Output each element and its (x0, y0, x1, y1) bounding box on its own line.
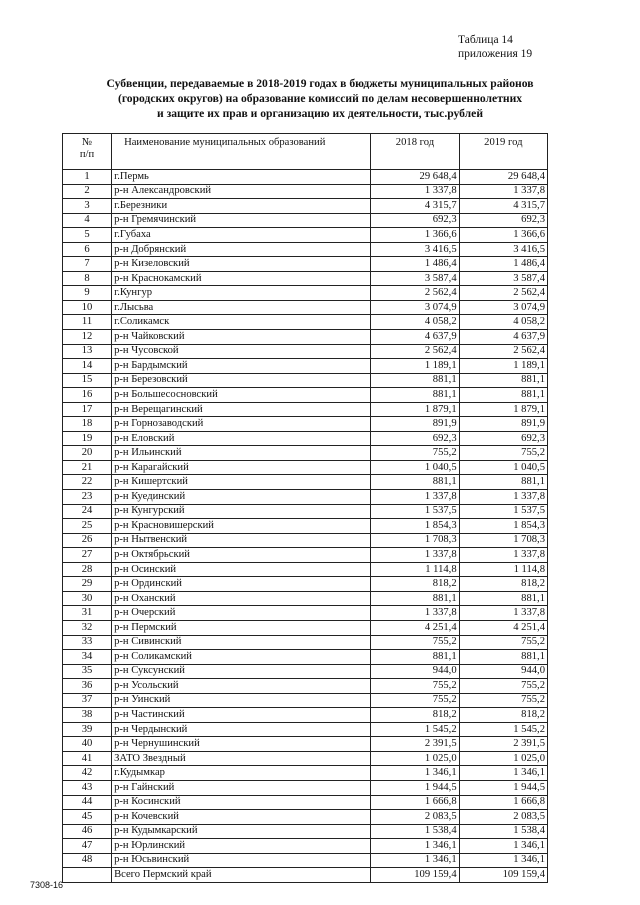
table-row (63, 402, 548, 417)
row-number: 7 (63, 257, 112, 272)
amount-2019: 1 545,2 (459, 722, 547, 737)
table-row (63, 722, 548, 737)
municipality-name: р-н Гайнский (112, 780, 371, 795)
total-row (63, 868, 548, 883)
amount-2019: 881,1 (459, 475, 547, 490)
amount-2018: 881,1 (371, 475, 459, 490)
row-number: 39 (63, 722, 112, 737)
row-number: 25 (63, 519, 112, 534)
municipality-name: г.Лысьва (112, 300, 371, 315)
table-row (63, 228, 548, 243)
municipality-name: р-н Еловский (112, 431, 371, 446)
row-number: 24 (63, 504, 112, 519)
amount-2019: 2 562,4 (459, 344, 547, 359)
municipality-name: р-н Горнозаводский (112, 417, 371, 432)
amount-2019: 2 562,4 (459, 286, 547, 301)
amount-2019: 755,2 (459, 693, 547, 708)
row-number: 33 (63, 635, 112, 650)
municipality-name: г.Пермь (112, 170, 371, 185)
amount-2018: 1 944,5 (371, 780, 459, 795)
municipality-name: р-н Пермский (112, 620, 371, 635)
table-row (63, 519, 548, 534)
table-row (63, 810, 548, 825)
amount-2018: 818,2 (371, 577, 459, 592)
amount-2019: 1 346,1 (459, 766, 547, 781)
amount-2019: 4 637,9 (459, 330, 547, 345)
amount-2019: 944,0 (459, 664, 547, 679)
amount-2019: 1 666,8 (459, 795, 547, 810)
municipality-name: р-н Чайковский (112, 330, 371, 345)
table-row (63, 315, 548, 330)
municipality-name: р-н Александровский (112, 184, 371, 199)
municipality-name: р-н Бардымский (112, 359, 371, 374)
table-row (63, 664, 548, 679)
municipality-name: р-н Чернушинский (112, 737, 371, 752)
amount-2018: 1 538,4 (371, 824, 459, 839)
amount-2019: 1 537,5 (459, 504, 547, 519)
amount-2018: 2 562,4 (371, 344, 459, 359)
amount-2019: 818,2 (459, 708, 547, 723)
total-label: Всего Пермский край (112, 868, 371, 883)
municipality-name: р-н Октябрьский (112, 548, 371, 563)
table-row (63, 766, 548, 781)
amount-2018: 1 337,8 (371, 606, 459, 621)
row-number: 8 (63, 271, 112, 286)
total-number-cell (63, 868, 112, 883)
amount-2018: 4 637,9 (371, 330, 459, 345)
amount-2018: 692,3 (371, 213, 459, 228)
municipality-name: р-н Кизеловский (112, 257, 371, 272)
row-number: 46 (63, 824, 112, 839)
table-row (63, 562, 548, 577)
table-header-row (63, 134, 548, 170)
amount-2018: 1 879,1 (371, 402, 459, 417)
appendix-table-number: Таблица 14 (458, 34, 513, 46)
row-number: 22 (63, 475, 112, 490)
amount-2018: 891,9 (371, 417, 459, 432)
row-number: 40 (63, 737, 112, 752)
amount-2018: 1 545,2 (371, 722, 459, 737)
amount-2018: 692,3 (371, 431, 459, 446)
amount-2018: 881,1 (371, 650, 459, 665)
municipality-name: р-н Березовский (112, 373, 371, 388)
row-number: 41 (63, 751, 112, 766)
amount-2018: 1 337,8 (371, 184, 459, 199)
table-row (63, 650, 548, 665)
table-row (63, 606, 548, 621)
table-row (63, 184, 548, 199)
amount-2018: 944,0 (371, 664, 459, 679)
row-number: 16 (63, 388, 112, 403)
row-number: 23 (63, 490, 112, 505)
amount-2018: 1 346,1 (371, 839, 459, 854)
amount-2019: 692,3 (459, 431, 547, 446)
municipality-name: р-н Кунгурский (112, 504, 371, 519)
table-row (63, 257, 548, 272)
amount-2018: 1 666,8 (371, 795, 459, 810)
title-line-2: (городских округов) на образование комиссий по делам несовершеннолетних (117, 92, 523, 105)
row-number: 14 (63, 359, 112, 374)
municipality-name: г.Березники (112, 199, 371, 214)
amount-2018: 2 391,5 (371, 737, 459, 752)
row-number: 44 (63, 795, 112, 810)
municipality-name: р-н Добрянский (112, 242, 371, 257)
amount-2018: 2 562,4 (371, 286, 459, 301)
municipality-name: р-н Гремячинский (112, 213, 371, 228)
table-row (63, 839, 548, 854)
amount-2018: 3 074,9 (371, 300, 459, 315)
amount-2018: 1 189,1 (371, 359, 459, 374)
amount-2019: 1 040,5 (459, 460, 547, 475)
amount-2019: 2 083,5 (459, 810, 547, 825)
municipality-name: р-н Чусовской (112, 344, 371, 359)
municipality-name: р-н Сивинский (112, 635, 371, 650)
municipality-name: р-н Юсьвинский (112, 853, 371, 868)
row-number: 37 (63, 693, 112, 708)
row-number: 47 (63, 839, 112, 854)
table-row (63, 475, 548, 490)
table-row (63, 446, 548, 461)
table-row (63, 548, 548, 563)
row-number: 5 (63, 228, 112, 243)
amount-2019: 1 879,1 (459, 402, 547, 417)
subsidies-table (62, 133, 548, 883)
municipality-name: р-н Кочевский (112, 810, 371, 825)
amount-2018: 1 337,8 (371, 548, 459, 563)
amount-2019: 3 416,5 (459, 242, 547, 257)
table-row (63, 359, 548, 374)
row-number: 29 (63, 577, 112, 592)
table-row (63, 591, 548, 606)
amount-2018: 755,2 (371, 679, 459, 694)
row-number: 15 (63, 373, 112, 388)
table-row (63, 620, 548, 635)
table-row (63, 388, 548, 403)
amount-2019: 2 391,5 (459, 737, 547, 752)
amount-2018: 1 025,0 (371, 751, 459, 766)
amount-2019: 1 337,8 (459, 490, 547, 505)
row-number: 32 (63, 620, 112, 635)
amount-2019: 881,1 (459, 388, 547, 403)
amount-2018: 881,1 (371, 591, 459, 606)
amount-2019: 1 337,8 (459, 548, 547, 563)
row-number: 20 (63, 446, 112, 461)
municipality-name: ЗАТО Звездный (112, 751, 371, 766)
amount-2018: 4 058,2 (371, 315, 459, 330)
amount-2018: 1 537,5 (371, 504, 459, 519)
amount-2019: 1 337,8 (459, 606, 547, 621)
table-row (63, 344, 548, 359)
row-number: 6 (63, 242, 112, 257)
table-row (63, 504, 548, 519)
table-row (63, 795, 548, 810)
municipality-name: г.Кудымкар (112, 766, 371, 781)
table-row (63, 635, 548, 650)
amount-2019: 881,1 (459, 591, 547, 606)
amount-2019: 3 587,4 (459, 271, 547, 286)
municipality-name: р-н Куединский (112, 490, 371, 505)
amount-2019: 891,9 (459, 417, 547, 432)
amount-2018: 755,2 (371, 446, 459, 461)
municipality-name: г.Кунгур (112, 286, 371, 301)
amount-2019: 1 366,6 (459, 228, 547, 243)
col-header-number (63, 134, 112, 170)
appendix-reference: приложения 19 (458, 48, 533, 60)
col-header-2018: 2018 год (371, 134, 459, 170)
table-body (63, 170, 548, 883)
municipality-name: р-н Юрлинский (112, 839, 371, 854)
municipality-name: р-н Ильинский (112, 446, 371, 461)
row-number: 19 (63, 431, 112, 446)
row-number: 48 (63, 853, 112, 868)
amount-2019: 1 346,1 (459, 853, 547, 868)
amount-2019: 1 944,5 (459, 780, 547, 795)
table-row (63, 330, 548, 345)
municipality-name: р-н Карагайский (112, 460, 371, 475)
row-number: 11 (63, 315, 112, 330)
municipality-name: р-н Нытвенский (112, 533, 371, 548)
table-row (63, 751, 548, 766)
table-row (63, 213, 548, 228)
amount-2018: 4 315,7 (371, 199, 459, 214)
municipality-name: р-н Уинский (112, 693, 371, 708)
row-number: 45 (63, 810, 112, 825)
amount-2018: 4 251,4 (371, 620, 459, 635)
amount-2019: 1 486,4 (459, 257, 547, 272)
col-header-2019: 2019 год (459, 134, 547, 170)
municipality-name: г.Соликамск (112, 315, 371, 330)
row-number: 43 (63, 780, 112, 795)
table-row (63, 242, 548, 257)
amount-2018: 881,1 (371, 373, 459, 388)
amount-2018: 818,2 (371, 708, 459, 723)
table-row (63, 737, 548, 752)
row-number: 3 (63, 199, 112, 214)
amount-2018: 29 648,4 (371, 170, 459, 185)
amount-2019: 1 337,8 (459, 184, 547, 199)
municipality-name: р-н Кишертский (112, 475, 371, 490)
row-number: 35 (63, 664, 112, 679)
row-number: 12 (63, 330, 112, 345)
row-number: 38 (63, 708, 112, 723)
row-number: 4 (63, 213, 112, 228)
amount-2018: 755,2 (371, 635, 459, 650)
col-header-number-line1: № (81, 137, 93, 148)
table-row (63, 286, 548, 301)
municipality-name: р-н Суксунский (112, 664, 371, 679)
municipality-name: р-н Косинский (112, 795, 371, 810)
municipality-name: р-н Соликамский (112, 650, 371, 665)
document-code: 7308-16 (30, 880, 64, 890)
amount-2018: 1 486,4 (371, 257, 459, 272)
amount-2019: 4 058,2 (459, 315, 547, 330)
municipality-name: р-н Кудымкарский (112, 824, 371, 839)
amount-2018: 1 337,8 (371, 490, 459, 505)
row-number: 26 (63, 533, 112, 548)
table-row (63, 780, 548, 795)
municipality-name: р-н Большесосновский (112, 388, 371, 403)
table-row (63, 300, 548, 315)
municipality-name: р-н Красновишерский (112, 519, 371, 534)
amount-2018: 1 366,6 (371, 228, 459, 243)
amount-2019: 1 538,4 (459, 824, 547, 839)
amount-2018: 881,1 (371, 388, 459, 403)
amount-2019: 1 854,3 (459, 519, 547, 534)
amount-2018: 1 346,1 (371, 766, 459, 781)
municipality-name: г.Губаха (112, 228, 371, 243)
municipality-name: р-н Осинский (112, 562, 371, 577)
amount-2018: 1 346,1 (371, 853, 459, 868)
row-number: 9 (63, 286, 112, 301)
row-number: 1 (63, 170, 112, 185)
amount-2018: 3 416,5 (371, 242, 459, 257)
amount-2018: 3 587,4 (371, 271, 459, 286)
document-title (60, 76, 580, 121)
amount-2019: 1 708,3 (459, 533, 547, 548)
amount-2019: 1 346,1 (459, 839, 547, 854)
table-row (63, 417, 548, 432)
col-header-number-line2: п/п (79, 149, 95, 160)
amount-2019: 881,1 (459, 373, 547, 388)
title-line-3: и защите их прав и организацию их деятельности, тыс.рублей (156, 107, 484, 120)
municipality-name: р-н Очерский (112, 606, 371, 621)
amount-2019: 755,2 (459, 679, 547, 694)
row-number: 42 (63, 766, 112, 781)
row-number: 31 (63, 606, 112, 621)
amount-2019: 1 025,0 (459, 751, 547, 766)
amount-2018: 1 708,3 (371, 533, 459, 548)
amount-2019: 755,2 (459, 446, 547, 461)
table-row (63, 853, 548, 868)
row-number: 34 (63, 650, 112, 665)
amount-2018: 1 114,8 (371, 562, 459, 577)
table-row (63, 271, 548, 286)
municipality-name: р-н Чердынский (112, 722, 371, 737)
municipality-name: р-н Ординский (112, 577, 371, 592)
amount-2019: 1 189,1 (459, 359, 547, 374)
amount-2018: 1 040,5 (371, 460, 459, 475)
row-number: 28 (63, 562, 112, 577)
amount-2019: 4 315,7 (459, 199, 547, 214)
amount-2018: 2 083,5 (371, 810, 459, 825)
amount-2019: 4 251,4 (459, 620, 547, 635)
municipality-name: р-н Усольский (112, 679, 371, 694)
amount-2018: 1 854,3 (371, 519, 459, 534)
amount-2019: 29 648,4 (459, 170, 547, 185)
row-number: 36 (63, 679, 112, 694)
amount-2019: 692,3 (459, 213, 547, 228)
total-2018: 109 159,4 (371, 868, 459, 883)
col-header-name: Наименование муниципальных образований (112, 134, 371, 170)
municipality-name: р-н Краснокамский (112, 271, 371, 286)
table-row (63, 708, 548, 723)
row-number: 18 (63, 417, 112, 432)
row-number: 10 (63, 300, 112, 315)
table-row (63, 679, 548, 694)
amount-2019: 755,2 (459, 635, 547, 650)
amount-2019: 818,2 (459, 577, 547, 592)
table-row (63, 199, 548, 214)
title-line-1: Субвенции, передаваемые в 2018-2019 годах в бюджеты муниципальных районов (106, 77, 534, 90)
total-2019: 109 159,4 (459, 868, 547, 883)
municipality-name: р-н Верещагинский (112, 402, 371, 417)
table-row (63, 431, 548, 446)
table-row (63, 577, 548, 592)
table-row (63, 533, 548, 548)
amount-2018: 755,2 (371, 693, 459, 708)
municipality-name: р-н Частинский (112, 708, 371, 723)
table-row (63, 170, 548, 185)
row-number: 13 (63, 344, 112, 359)
table-row (63, 824, 548, 839)
row-number: 17 (63, 402, 112, 417)
row-number: 2 (63, 184, 112, 199)
row-number: 21 (63, 460, 112, 475)
amount-2019: 3 074,9 (459, 300, 547, 315)
table-row (63, 693, 548, 708)
table-row (63, 490, 548, 505)
row-number: 27 (63, 548, 112, 563)
row-number: 30 (63, 591, 112, 606)
table-row (63, 373, 548, 388)
amount-2019: 881,1 (459, 650, 547, 665)
amount-2019: 1 114,8 (459, 562, 547, 577)
table-row (63, 460, 548, 475)
municipality-name: р-н Оханский (112, 591, 371, 606)
